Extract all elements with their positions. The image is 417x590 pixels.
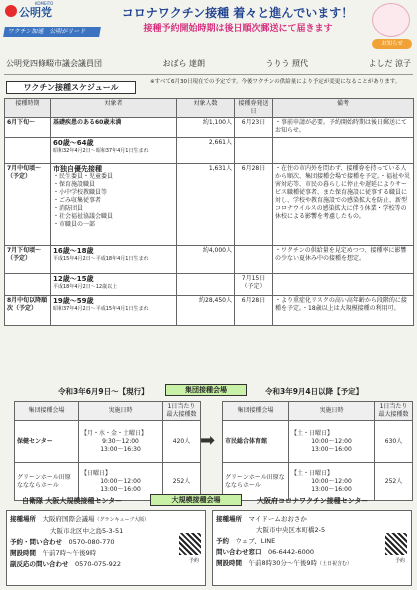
count-cell: 約4,000人 (177, 246, 235, 274)
period-cell (5, 138, 51, 164)
field-label: 問い合わせ窓口 (216, 548, 262, 556)
table-row (223, 463, 413, 501)
col-header: 対象人数 (177, 99, 235, 118)
target-label: 16歳〜18歳 (53, 247, 94, 255)
site-max: 630人 (375, 421, 413, 463)
site-days: 【日曜日】 (81, 469, 112, 477)
date-cell (235, 138, 273, 164)
group-sites-title: 集団接種会場 (165, 384, 247, 396)
col-header: 接種券発送日 (235, 99, 273, 118)
planned-period-title: 令和3年9月4日以降【予定】 (265, 387, 364, 396)
period-cell (5, 274, 51, 296)
site-time: 10:00〜12:00 (100, 477, 141, 485)
target-label: 19歳〜59歳 (53, 297, 94, 305)
target-cell (51, 296, 177, 326)
count-cell (177, 274, 235, 296)
remark-cell: ・事前申請が必要。予約開始時期は後日郵送にてお知らせ。 (273, 118, 414, 138)
site-max: 252人 (163, 463, 201, 501)
site-hours (289, 463, 375, 501)
target-sub: 平成15年4月2日〜平成18年4月1日生まれ (53, 256, 149, 262)
period-cell: 8月中旬以降順次（予定） (5, 296, 51, 326)
target-item: ・社会福祉協議会職員 (53, 213, 114, 220)
site-hours (79, 421, 163, 463)
target-item: ・ごみ収集従事者 (53, 197, 102, 204)
date-cell: 6月23日 (235, 118, 273, 138)
period-cell: 7月中旬頃〜（予定） (5, 164, 51, 246)
period-cell: 6月下旬〜 (5, 118, 51, 138)
period-cell: 7月下旬頃〜（予定） (5, 246, 51, 274)
col-header: 実施日時 (289, 402, 375, 421)
target-label: 12歳〜15歳 (53, 275, 94, 283)
large-sites-title: 大規模接種会場 (150, 494, 242, 506)
sdf-center-title: 自衛隊 大阪大規模接種センター (22, 497, 123, 505)
site-days: 【土・日曜日】 (291, 429, 334, 437)
site-max: 420人 (163, 421, 201, 463)
site-name: グリーンホール田原ななならホール (223, 463, 289, 501)
schedule-table (4, 98, 414, 326)
target-cell: 基礎疾患のある60歳未満 (51, 118, 177, 138)
current-sites-table (14, 401, 201, 501)
remark-cell: ・在住の市内外を問わず、接種券を持っている人から順次、集団接種会場で接種を予定。・福祉や災害対応等、市民の暮らしに停止や遅延によりサービス職種従事者、また保育施設に従事する職員に対し、学校や教育施設での感染拡大を防止、新型コロナウイルスの感染拡大に伴う休業・学校等の休校による影響を考慮したもの。 (273, 164, 414, 246)
table-row (5, 296, 414, 326)
col-header: 接種時期 (5, 99, 51, 118)
site-name: 保健センター (15, 421, 79, 463)
date-cell: 6月28日 (235, 164, 273, 246)
col-header: 1日当たり最大接種数 (375, 402, 413, 421)
site-time: 13:00〜16:00 (311, 485, 352, 493)
col-header: 実施日時 (79, 402, 163, 421)
remark-cell (273, 274, 414, 296)
site-name: 市民総合体育館 (223, 421, 289, 463)
count-cell: 約1,100人 (177, 118, 235, 138)
osaka-center-box (212, 510, 412, 586)
target-item: ・消防団員 (53, 205, 84, 212)
qr-code-icon[interactable] (179, 533, 201, 555)
place-value: 大阪府国際会議場 (42, 515, 95, 523)
site-time: 10:00〜12:00 (311, 477, 352, 485)
tagline: ワクチン加速 公明がリード (3, 27, 101, 37)
count-cell: 1,631人 (177, 164, 235, 246)
count-cell: 約28,450人 (177, 296, 235, 326)
site-name: グリーンホール田原ななならホール (15, 463, 79, 501)
party-name: 公明党 (19, 6, 52, 19)
schedule-title: ワクチン接種スケジュール (6, 81, 136, 94)
cat-illustration-icon (372, 3, 410, 37)
field-label: 接種場所 (216, 515, 242, 523)
address: 大阪市北区中之島5-3-51 (50, 527, 124, 535)
target-cell (51, 246, 177, 274)
target-item: ・小中学校教職員等 (53, 189, 108, 196)
arrow-right-icon: ➡ (200, 430, 216, 451)
site-hours (289, 421, 375, 463)
col-header: 備考 (273, 99, 414, 118)
planned-sites-table (222, 401, 413, 501)
party-romaji: KOMEITO (35, 1, 54, 6)
hours-note: （土日祝含む） (317, 561, 353, 567)
qr-code-icon[interactable] (385, 533, 407, 555)
address: 大阪市中央区本町橋2-5 (256, 526, 326, 534)
field-label: 予約・問い合わせ (10, 538, 62, 546)
field-label: 接種場所 (10, 515, 36, 523)
table-row (223, 421, 413, 463)
table-row (5, 164, 414, 246)
field-label: 副反応の問い合わせ (10, 560, 69, 568)
member-name: よしだ 涼子 (368, 59, 411, 68)
target-label: 60歳〜64歳 (53, 139, 94, 147)
remark-cell: ・ワクチンの供給量を見定めつつ、接種率に影響の少ない夏休み中の接種を想定。 (273, 246, 414, 274)
target-item: ・民生委員・児童委員 (53, 173, 114, 180)
site-time: 9:30〜12:00 (102, 437, 139, 445)
hours-value: 午前8時30分〜午後9時 (248, 559, 318, 567)
member-group: 公明党四條畷市議会議員団 (6, 59, 102, 68)
target-cell (51, 274, 177, 296)
site-days: 【土・日曜日】 (291, 469, 334, 477)
phone-link[interactable]: 0570-075-922 (75, 560, 122, 568)
target-sub: 平成18年4月2日〜12歳以上 (53, 284, 118, 290)
col-header: 1日当たり最大接種数 (163, 402, 201, 421)
target-sub: 昭和37年4月2日〜平成15年4月1日生まれ (53, 306, 149, 312)
col-header: 対象者 (51, 99, 177, 118)
phone-link[interactable]: 0570-080-770 (68, 538, 115, 546)
komeito-logo-icon (5, 5, 17, 17)
qr-note: 予約 (188, 558, 199, 564)
table-row (15, 421, 201, 463)
subheadline: 接種予約開始時期は後日順次郵送にて届きます (143, 24, 333, 34)
phone-link[interactable]: 06-6442-6000 (268, 548, 315, 556)
date-cell (235, 246, 273, 274)
target-cell (51, 138, 177, 164)
headline: コロナワクチン接種 着々と進んでいます！ (121, 6, 354, 20)
site-time: 10:00〜12:00 (311, 437, 352, 445)
target-cell (51, 164, 177, 246)
notice-badge: お知らせ (372, 39, 412, 49)
site-time: 13:00〜16:00 (311, 445, 352, 453)
place-note: （グランキューブ大阪） (94, 517, 150, 523)
field-label: 開設時間 (10, 549, 36, 557)
site-time: 13:00〜16:00 (100, 485, 141, 493)
col-header: 集団接種会場 (223, 402, 289, 421)
table-row (5, 274, 414, 296)
current-period-title: 令和3年6月9日〜【現行】 (58, 387, 149, 396)
site-time: 13:00〜16:30 (100, 445, 141, 453)
osaka-center-title: 大阪府コロナワクチン接種センター (257, 497, 369, 505)
reserve-value: ウェブ、LINE (235, 537, 276, 545)
remark-cell: ・より重症化リスクの高い高年齢から段階的に接種を予定。・18歳以上は大規模接種の利用可。 (273, 296, 414, 326)
target-label: 市独自優先接種 (53, 165, 102, 173)
col-header: 集団接種会場 (15, 402, 79, 421)
date-cell: 6月28日 (235, 296, 273, 326)
target-sub: 昭和32年4月2日〜昭和37年4月1日生まれ (53, 148, 149, 154)
member-name: うりう 照代 (265, 59, 308, 68)
field-label: 予約 (216, 537, 229, 545)
place-value: マイドームおおさか (248, 515, 307, 523)
qr-note: 予約 (394, 558, 405, 564)
hours-value: 午前7時〜午後9時 (42, 549, 97, 557)
date-cell: 7月15日（予定） (235, 274, 273, 296)
remark-cell (273, 138, 414, 164)
field-label: 開設時間 (216, 559, 242, 567)
members-row (6, 58, 411, 69)
sdf-center-box (6, 510, 206, 586)
table-row (5, 138, 414, 164)
target-item: ・保育施設職員 (53, 181, 96, 188)
count-cell: 2,661人 (177, 138, 235, 164)
site-max: 252人 (375, 463, 413, 501)
schedule-note: ※すべて6月30日現在での予定です。今後ワクチンの供給量により予定が変更になることがあります。 (150, 79, 401, 85)
table-header-row (5, 99, 414, 118)
table-row (5, 246, 414, 274)
table-row (5, 118, 414, 138)
divider (4, 74, 413, 75)
site-days: 【月・水・金・土曜日】 (81, 429, 148, 437)
target-item: ・市職員の一部 (53, 221, 96, 228)
member-name: おばら 達朗 (162, 59, 205, 68)
